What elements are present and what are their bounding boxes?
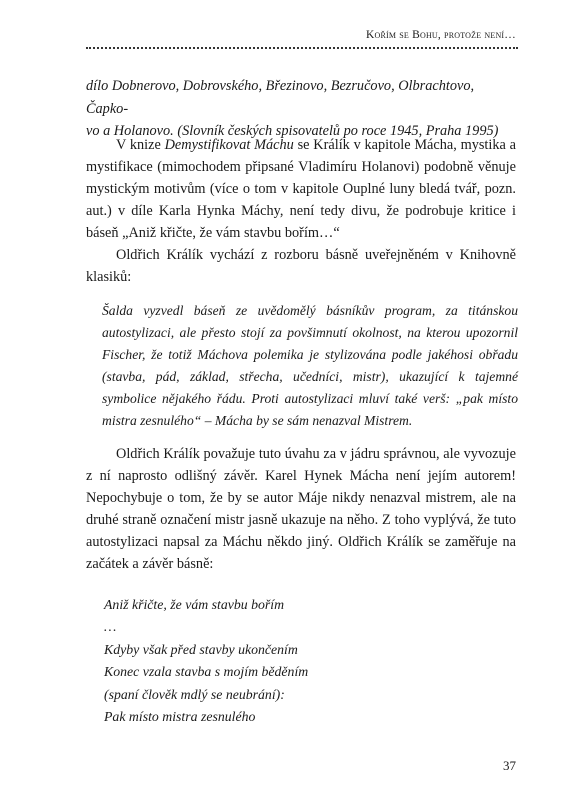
paragraph-1 [86,134,516,244]
running-head: Kořím se Bohu, protože není… [366,29,516,41]
quote-part-1: Šalda vyzvedl báseň ze uvědomělý básníkův program, za titánskou autostylizaci, ale přesto stojí za povšimnutí okolnost, na kterou upozornil Fischer, že totiž Máchova polemika je stylizována podle jakéhosi obřadu (stavba, pád, základ, střecha, učedníci, mistr), ukazující k tajemné symbolice nějakého řádu. Proti autostylizaci mluví také verš: [102,303,518,406]
paragraph-1-text [86,134,516,244]
poem-line: Aniž křičte, že vám stavbu bořím [104,597,285,612]
quote-part-3: – Mácha by se sám nenazval Mistrem. [201,413,413,428]
poem-line: Kdyby však před stavby ukončením [104,641,298,657]
book-title: Demystifikovat Máchu [164,137,294,153]
continuation-paragraph [86,75,516,143]
poem-excerpt [104,594,308,728]
header-divider [86,47,518,49]
poem-line: Konec vzala stavba s mojím běděním [104,664,309,680]
p1-rest: se Králík v kapitole Mácha, mystika a mystifikace (mimochodem připsané Vladimíru Holanovi) podobně věnuje mystickým motivům (více o tom v kapitole Ouplné luny bledá tvář, pozn. aut.) v díle Karla Hynka Máchy, není tedy divu, že podrobuje kritice i báseň „Aniž křičte, že vám stavbu bořím…“ [86,137,516,241]
poem-line: … [104,619,117,635]
paragraph-2-text: Oldřich Králík vychází z rozboru básně uveřejněném v Knihovně klasiků: [86,247,516,285]
p1-lead: V knize [116,137,165,153]
paragraph-2 [86,244,516,288]
poem-line: (spaní člověk mdlý se neubrání): [104,686,285,702]
block-quote [86,300,518,432]
poem-line: Pak místo mistra zesnulého [104,709,256,725]
continuation-line-1: dílo Dobnerovo, Dobrovského, Březinovo, Bezručovo, Olbrachtovo, Čapko- [86,78,475,117]
quote-part-2: „pak místo mistra zesnulého“ [102,391,518,428]
quote-text [86,300,518,432]
continuation-line-2: vo a Holanovo. (Slovník českých spisovatelů po roce 1945, Praha 1995) [86,123,499,139]
paragraph-3-text: Oldřich Králík považuje tuto úvahu za v jádru správnou, ale vyvozuje z ní naprosto odlišný závěr. Karel Hynek Mácha není jejím autorem! Nepochybuje o tom, že by se autor Máje nikdy nenazval mistrem, ale na druhé straně označení mistr jasně ukazuje na něho. Z toho vyplývá, že tuto autostylizaci napsal za Máchu někdo jiný. Oldřich Králík se zaměřuje na začátek a závěr básně: [86,446,516,572]
page-number: 37 [503,758,516,773]
paragraph-3 [86,443,516,575]
